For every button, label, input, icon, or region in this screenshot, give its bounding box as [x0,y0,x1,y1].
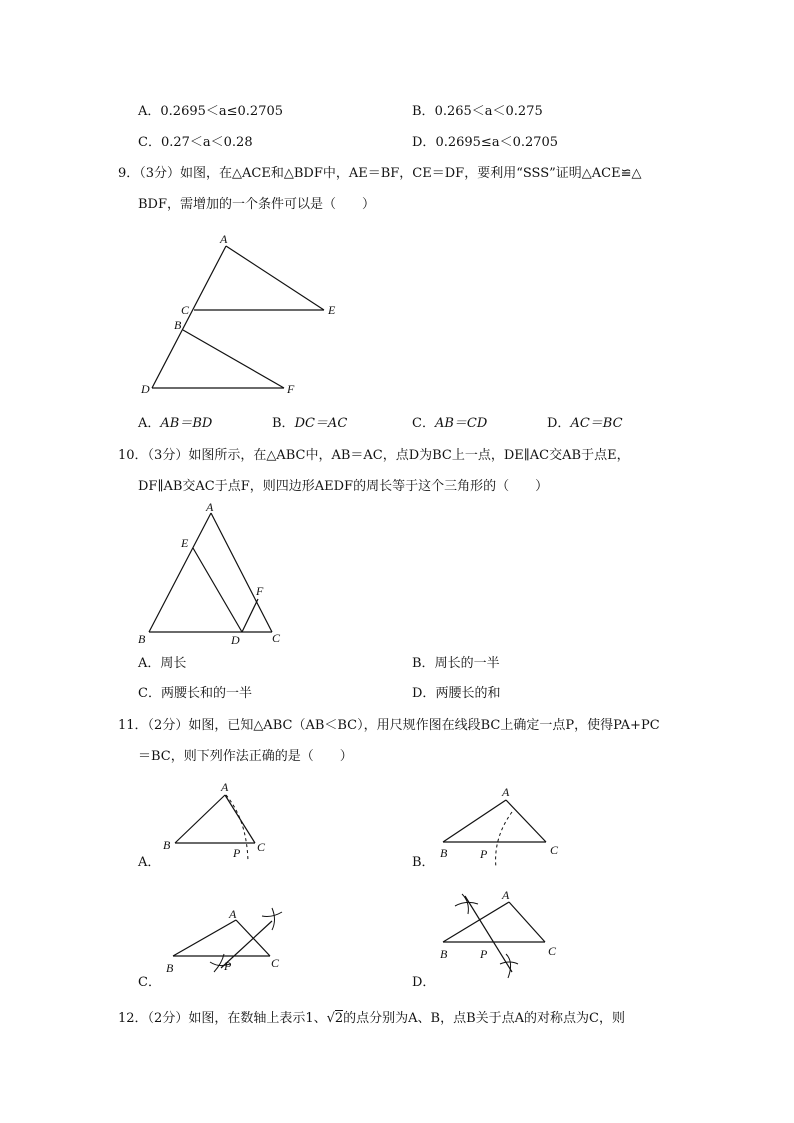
q11c-label-p: P [224,959,232,973]
q12-stem: 12．（2分）如图，在数轴上表示1、√2的点分别为A、B，点B关于点A的对称点为C，则 [118,1011,626,1026]
q11d-label-b: B [440,947,448,961]
q11c-label-b: B [166,961,174,975]
q11a-label-p: P [233,846,241,860]
q11-figure-a [163,780,266,862]
q10-option-d: D．两腰长的和 [412,686,501,701]
q10-label-d: D [231,633,240,647]
q11b-label-c: C [550,843,559,857]
q8-option-d: D．0.2695≤a＜0.2705 [412,135,559,150]
sqrt-radicand: 2 [334,1011,344,1026]
q11-stem-line1: 11．（2分）如图，已知△ABC（AB＜BC），用尺规作图在线段BC上确定一点P，使得PA+PC [118,718,660,733]
q9-stem-line1: 9．（3分）如图，在△ACE和△BDF中，AE＝BF，CE＝DF，要利用“SSS”证明△ACE≌△ [118,166,642,181]
q9-option-b: B．DC＝AC [272,416,348,431]
q11-figure-c [166,907,282,975]
q11-option-a: A． [138,855,161,870]
q10-label-a: A [206,500,214,514]
q10-label-f: F [256,584,264,598]
q11b-label-a: A [502,785,510,799]
q10-option-b: B．周长的一半 [412,656,500,671]
q11a-label-c: C [257,840,266,854]
q9-label-d: D [141,382,150,396]
q8-option-c: C．0.27＜a＜0.28 [138,135,253,150]
q11c-label-a: A [229,907,237,921]
q11b-label-b: B [440,846,448,860]
q11-stem-line2: ＝BC，则下列作法正确的是（ ） [138,749,353,764]
q11-option-d: D． [412,975,436,990]
q10-label-b: B [138,632,146,646]
q10-option-c: C．两腰长和的一半 [138,686,252,701]
q9-label-e: E [328,303,336,317]
q9-option-d: D．AC＝BC [547,416,623,431]
q10-label-e: E [181,536,189,550]
q11b-label-p: P [480,847,488,861]
q10-stem-line2: DF∥AB交AC于点F，则四边形AEDF的周长等于这个三角形的（ ） [138,479,549,494]
q9-option-a: A．AB＝BD [138,416,213,431]
q11-option-c: C． [138,975,161,990]
q9-label-c: C [181,303,190,317]
q11c-label-c: C [271,956,280,970]
q9-option-c: C．AB＝CD [412,416,488,431]
q11d-label-a: A [502,888,510,902]
q11d-label-p: P [480,947,488,961]
q8-option-a: A．0.2695＜a≤0.2705 [138,104,284,119]
q9-stem-line2: BDF，需增加的一个条件可以是（ ） [138,197,375,212]
q10-label-c: C [272,631,281,645]
q10-option-a: A．周长 [138,656,187,671]
q9-label-b: B [174,318,182,332]
q10-stem-line1: 10．（3分）如图所示，在△ABC中，AB＝AC，点D为BC上一点，DE∥AC交AB于点E， [118,448,630,463]
q8-option-b: B．0.265＜a＜0.275 [412,104,543,119]
q11a-label-a: A [221,780,229,794]
q9-label-a: A [220,232,228,246]
q11a-label-b: B [163,838,171,852]
sqrt-symbol: √ [326,1011,335,1026]
q11-figure-d [440,888,557,978]
q11d-label-c: C [548,944,557,958]
q11-figure-b [440,785,559,868]
q11-option-b: B． [412,855,435,870]
q9-label-f: F [287,382,295,396]
